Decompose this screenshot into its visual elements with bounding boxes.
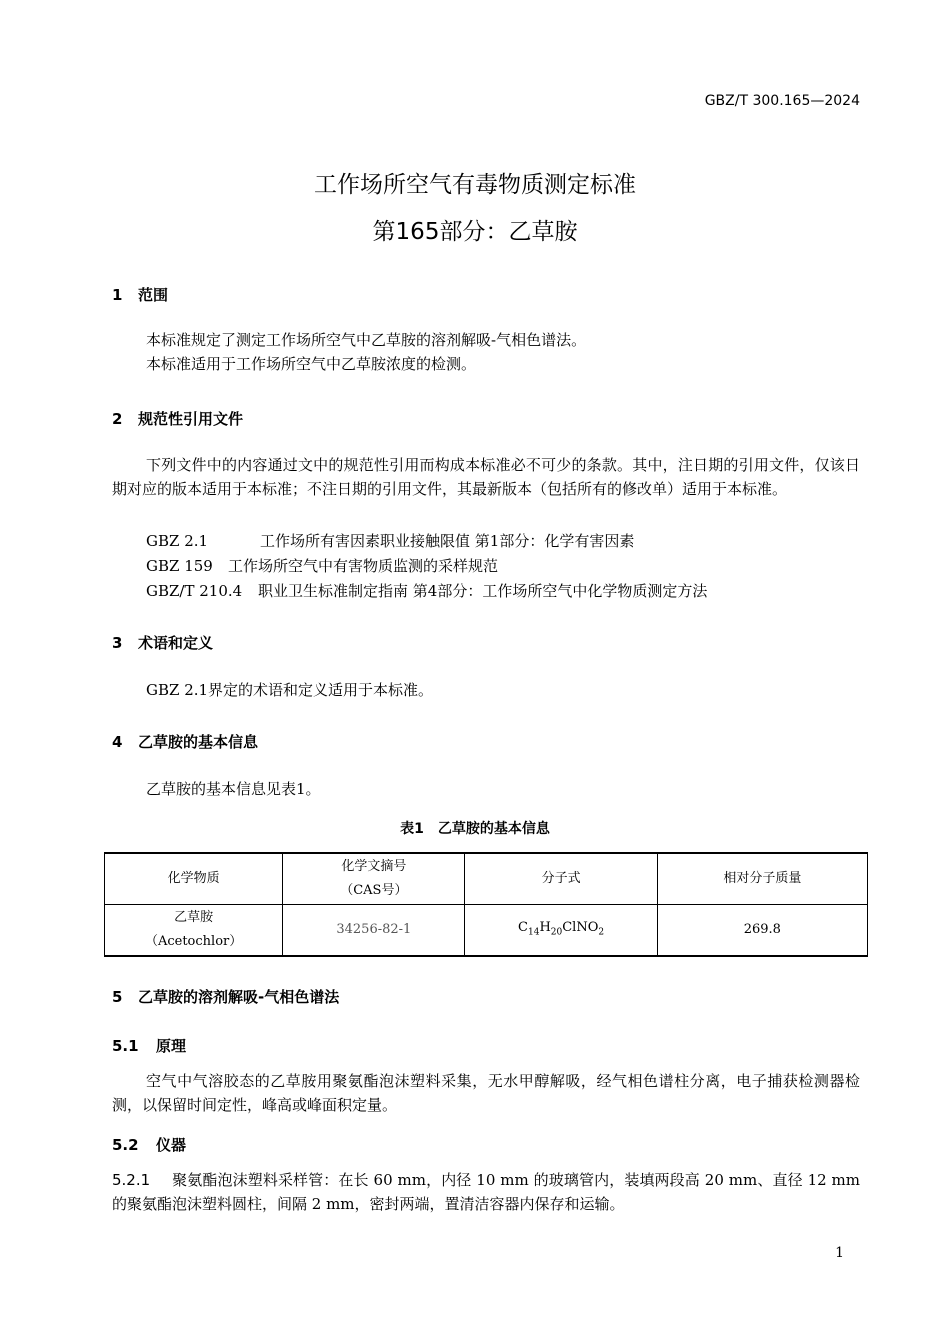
section-title: 原理	[156, 1037, 187, 1055]
section-1-paragraph-1: 本标准规定了测定工作场所空气中乙草胺的溶剂解吸-气相色谱法。	[146, 331, 587, 349]
section-3-paragraph-1: GBZ 2.1界定的术语和定义适用于本标准。	[146, 681, 434, 699]
reference-code: GBZ/T 210.4	[146, 582, 243, 600]
header-cell-substance: 化学物质	[105, 853, 283, 905]
section-2-heading	[112, 408, 243, 429]
clause-number: 5.2.1	[112, 1171, 151, 1189]
section-title: 乙草胺的溶剂解吸-气相色谱法	[138, 988, 340, 1006]
section-number: 5	[112, 988, 123, 1006]
section-5-1-paragraph: 空气中气溶胶态的乙草胺用聚氨酯泡沫塑料采集，无水甲醇解吸，经气相色谱柱分离，电子捕获检测器检测，以保留时间定性，峰高或峰面积定量。	[112, 1072, 860, 1114]
clause-text: 聚氨酯泡沫塑料采样管：在长 60 mm，内径 10 mm 的玻璃管内，装填两段高 20 mm、直径 12 mm 的聚氨酯泡沫塑料圆柱，间隔 2 mm，密封两端，置清洁容器内保存和运输。	[112, 1171, 860, 1213]
section-4-paragraph-1: 乙草胺的基本信息见表1。	[146, 780, 321, 798]
section-title: 范围	[138, 286, 169, 304]
section-4-heading	[112, 731, 258, 752]
section-1-paragraph-2: 本标准适用于工作场所空气中乙草胺浓度的检测。	[146, 355, 477, 373]
header-cell-mass: 相对分子质量	[657, 853, 867, 905]
section-title: 术语和定义	[138, 634, 214, 652]
section-5-heading	[112, 986, 339, 1007]
section-number: 1	[112, 286, 123, 304]
section-3-heading	[112, 632, 213, 653]
cell-cas-number: 34256-82-1	[283, 905, 465, 957]
cell-formula: $C_{14}H_{20}ClNO_2$	[465, 905, 657, 957]
reference-code: GBZ 159	[146, 557, 213, 575]
reference-title: 工作场所有害因素职业接触限值 第1部分：化学有害因素	[260, 532, 635, 550]
reference-item	[146, 580, 707, 601]
page-number: 1	[835, 1245, 844, 1261]
reference-item	[146, 555, 498, 576]
table-header-row	[105, 853, 868, 905]
standard-code: GBZ/T 300.165—2024	[704, 93, 860, 109]
reference-title: 职业卫生标准制定指南 第4部分：工作场所空气中化学物质测定方法	[258, 582, 708, 600]
table-row	[105, 905, 868, 957]
header-cell-formula: 分子式	[465, 853, 657, 905]
section-5-2-1-paragraph	[112, 1169, 860, 1216]
section-number: 5.2	[112, 1136, 139, 1154]
section-5-1-heading	[112, 1035, 186, 1056]
basic-info-table	[104, 852, 868, 957]
document-subtitle: 第165部分：乙草胺	[372, 219, 578, 245]
substance-name-cn: 乙草胺	[174, 910, 214, 925]
header-cas-line1: 化学文摘号	[341, 859, 407, 874]
section-number: 2	[112, 410, 123, 428]
section-2-paragraph-1: 下列文件中的内容通过文中的规范性引用而构成本标准必不可少的条款。其中，注日期的引用文件，仅该日期对应的版本适用于本标准；不注日期的引用文件，其最新版本（包括所有的修改单）适用于本标准。	[112, 456, 860, 498]
reference-code: GBZ 2.1	[146, 532, 209, 550]
header-cas-line2: （CAS号）	[340, 883, 408, 898]
reference-item	[146, 530, 634, 551]
document-title: 工作场所空气有毒物质测定标准	[314, 172, 636, 198]
section-number: 3	[112, 634, 123, 652]
section-number: 5.1	[112, 1037, 139, 1055]
section-1-heading	[112, 284, 168, 305]
section-title: 乙草胺的基本信息	[138, 733, 259, 751]
table-caption: 表1 乙草胺的基本信息	[400, 821, 550, 837]
reference-title: 工作场所空气中有害物质监测的采样规范	[228, 557, 499, 575]
cell-substance	[105, 905, 283, 957]
section-number: 4	[112, 733, 123, 751]
section-5-2-heading	[112, 1134, 186, 1155]
section-title: 仪器	[156, 1136, 187, 1154]
header-cell-cas	[283, 853, 465, 905]
substance-name-en: （Acetochlor）	[144, 934, 243, 949]
cell-molecular-mass: 269.8	[657, 905, 867, 957]
section-title: 规范性引用文件	[138, 410, 244, 428]
